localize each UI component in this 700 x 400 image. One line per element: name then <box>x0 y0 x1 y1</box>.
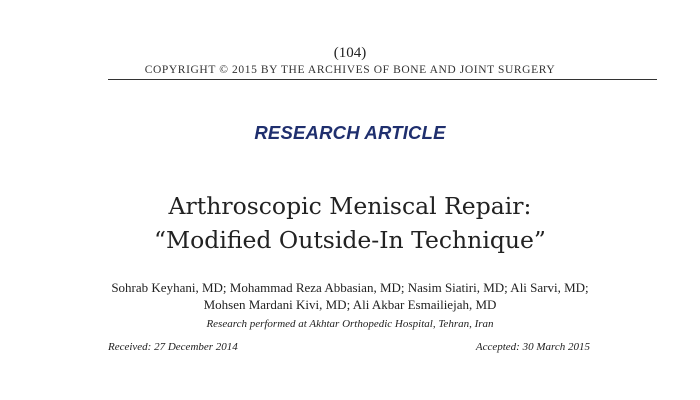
author-list <box>0 279 700 313</box>
received-date: Received: 27 December 2014 <box>108 341 238 353</box>
article-title-line-1: Arthroscopic Meniscal Repair: <box>168 192 532 220</box>
header-divider <box>108 79 657 80</box>
article-title <box>0 189 700 257</box>
copyright-line: COPYRIGHT © 2015 BY THE ARCHIVES OF BONE AND JOINT SURGERY <box>144 64 556 76</box>
affiliation-line: Research performed at Akhtar Orthopedic Hospital, Tehran, Iran <box>206 318 494 330</box>
accepted-date: Accepted: 30 March 2015 <box>475 341 590 353</box>
page-number: (104) <box>333 45 367 61</box>
author-line-2: Mohsen Mardani Kivi, MD; Ali Akbar Esmailiejah, MD <box>203 297 497 312</box>
author-line-1: Sohrab Keyhani, MD; Mohammad Reza Abbasian, MD; Nasim Siatiri, MD; Ali Sarvi, MD; <box>111 280 589 295</box>
article-type-label: RESEARCH ARTICLE <box>254 122 446 143</box>
article-title-line-2: “Modified Outside-In Technique” <box>154 226 546 254</box>
